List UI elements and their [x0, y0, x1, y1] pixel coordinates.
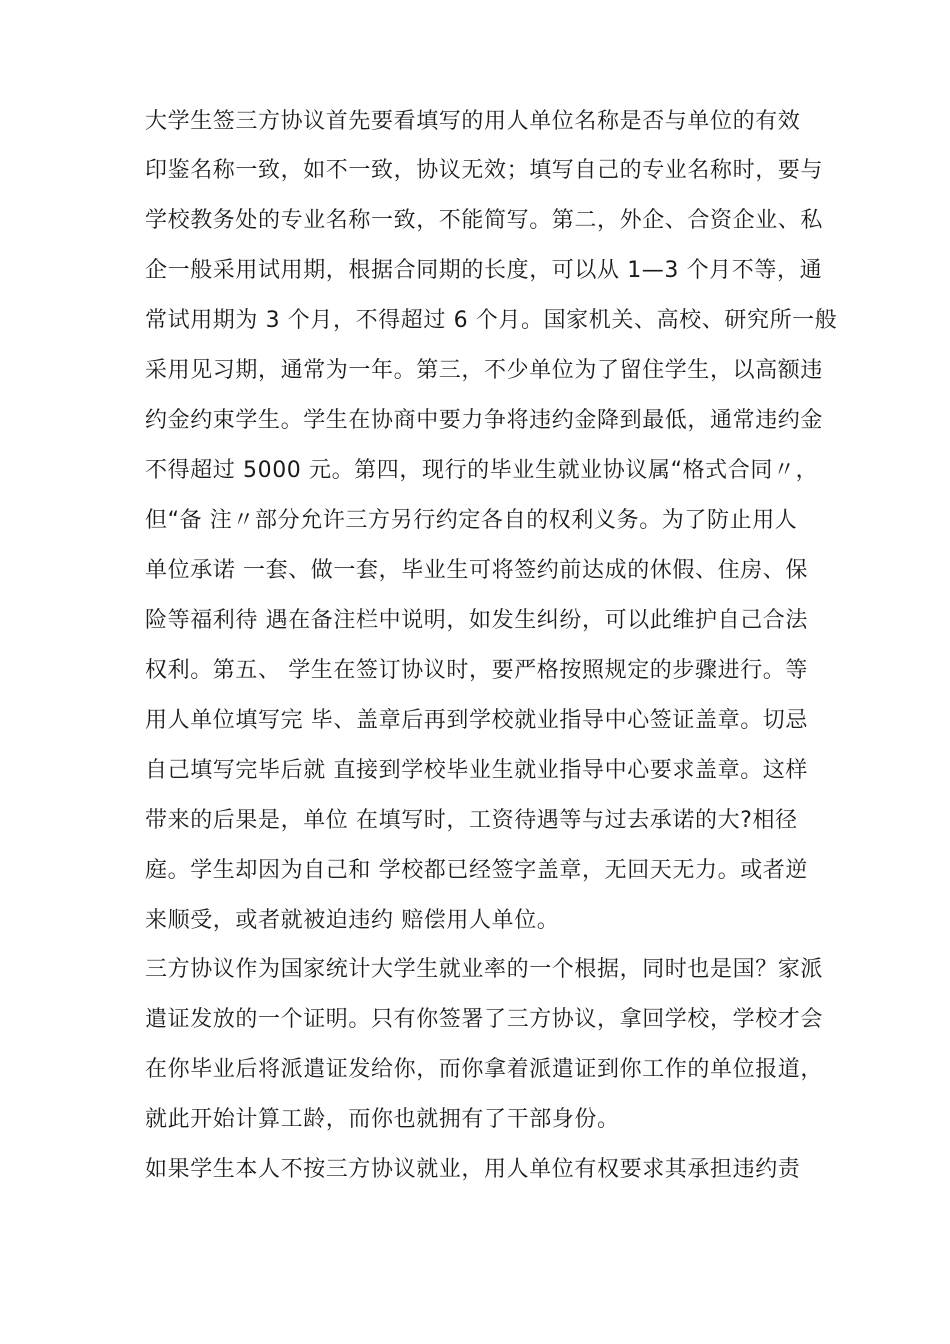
text-line: 三方协议作为国家统计大学生就业率的一个根据，同时也是国？家派	[145, 957, 824, 982]
text-line: 来顺受，或者就被迫违约 赔偿用人单位。	[145, 908, 560, 933]
text-line: 企一般采用试用期，根据合同期的长度，可以从 1—3 个月不等，通	[145, 258, 823, 283]
text-line: 但“备 注〃部分允许三方另行约定各自的权利义务。为了防止用人	[145, 508, 798, 533]
text-line: 常试用期为 3 个月，不得超过 6 个月。国家机关、高校、研究所一般	[145, 308, 838, 333]
text-line: 自己填写完毕后就 直接到学校毕业生就业指导中心要求盖章。这样	[145, 758, 808, 783]
text-line: 不得超过 5000 元。第四，现行的毕业生就业协议属“格式合同〃，	[145, 458, 819, 483]
text-line: 大学生签三方协议首先要看填写的用人单位名称是否与单位的有效	[145, 109, 801, 134]
text-line: 遣证发放的一个证明。只有你签署了三方协议，拿回学校，学校才会	[145, 1007, 824, 1032]
text-line: 单位承诺 一套、做一套，毕业生可将签约前达成的休假、住房、保	[145, 558, 808, 583]
text-line: 在你毕业后将派遣证发给你，而你拿着派遣证到你工作的单位报道，	[145, 1057, 824, 1082]
text-line: 约金约束学生。学生在协商中要力争将违约金降到最低，通常违约金	[145, 408, 824, 433]
text-line: 用人单位填写完 毕、盖章后再到学校就业指导中心签证盖章。切忌	[145, 708, 808, 733]
text-line: 权利。第五、 学生在签订协议时，要严格按照规定的步骤进行。等	[145, 658, 808, 683]
text-line: 采用见习期，通常为一年。第三，不少单位为了留住学生，以高额违	[145, 358, 824, 383]
text-line: 印鉴名称一致，如不一致，协议无效；填写自己的专业名称时，要与	[145, 158, 824, 183]
text-line: 学校教务处的专业名称一致，不能简写。第二，外企、合资企业、私	[145, 208, 824, 233]
text-line: 如果学生本人不按三方协议就业，用人单位有权要求其承担违约责	[145, 1157, 801, 1182]
text-line: 庭。学生却因为自己和 学校都已经签字盖章，无回天无力。或者逆	[145, 858, 808, 883]
text-line: 就此开始计算工龄，而你也就拥有了干部身份。	[145, 1107, 620, 1132]
text-line: 带来的后果是，单位 在填写时，工资待遇等与过去承诺的大?相径	[145, 808, 798, 833]
text-line: 险等福利待 遇在备注栏中说明，如发生纠纷，可以此维护自己合法	[145, 608, 808, 633]
